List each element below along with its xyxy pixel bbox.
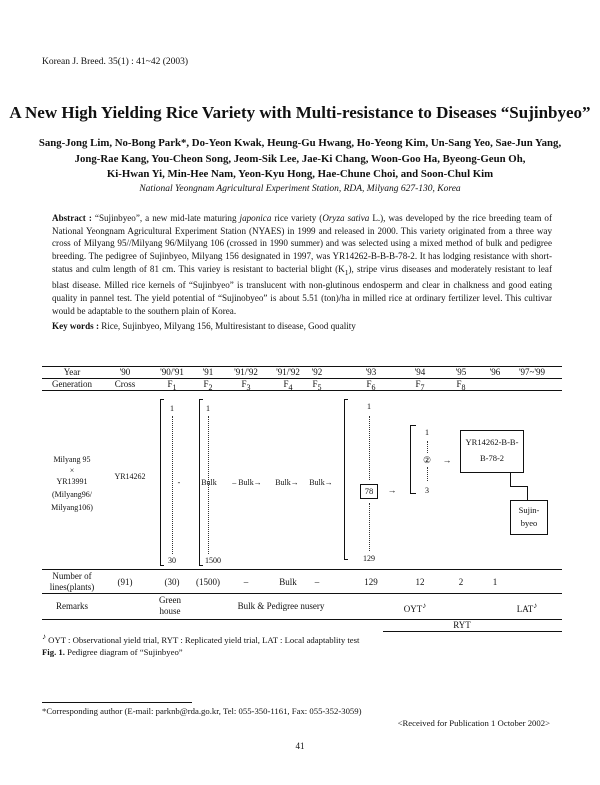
page-number: 41 <box>295 741 305 751</box>
caption-label: Fig. 1. <box>42 647 65 657</box>
year-1990: '90 <box>119 367 131 377</box>
remarks-lat <box>510 601 544 614</box>
f6-selected-line-78: 78 <box>360 484 378 499</box>
gen-f2-sub: 2 <box>208 382 213 392</box>
generation-f3 <box>226 379 266 392</box>
f1-bracket-top <box>160 399 164 400</box>
gen-f6-letter: F <box>366 379 372 389</box>
footnote-marker: ♪ <box>42 632 46 641</box>
generation-label: Generation <box>52 379 92 389</box>
f1-bracket <box>160 399 161 565</box>
remarks-oyt <box>398 601 432 614</box>
remarks-greenhouse-2: house <box>159 606 181 616</box>
table-rule-ryt <box>383 631 562 632</box>
gen-f3-letter: F <box>241 379 247 389</box>
variety-name-part2: byeo <box>520 518 538 528</box>
generation-f1 <box>154 379 190 392</box>
generation-f7 <box>405 379 435 392</box>
year-1991-92-a: '91/'92 <box>234 367 258 377</box>
lines-f6: 129 <box>364 577 378 587</box>
gen-f8-sub: 8 <box>461 382 466 392</box>
affiliation: National Yeongnam Agricultural Experiment Station, RDA, Milyang 627-130, Korea <box>139 184 461 194</box>
connector-vertical-2 <box>527 486 528 500</box>
lines-label-1: Number of <box>52 571 92 581</box>
year-label: Year <box>63 367 81 377</box>
gen-f7-sub: 7 <box>420 382 425 392</box>
abstract-italic-1: japonica <box>239 213 272 223</box>
remarks-label: Remarks <box>56 601 88 611</box>
abstract-subscript: 1 <box>344 267 349 277</box>
year-1993: '93 <box>365 367 377 377</box>
generation-f6 <box>356 379 386 392</box>
lines-1996: 1 <box>492 577 498 587</box>
variety-name-part1: Sujin- <box>518 505 540 515</box>
f7-first: 1 <box>425 428 429 437</box>
variety-box <box>510 500 548 535</box>
abstract-text-4: ), stripe virus diseases and moderately resistant to leaf blast disease. Milled rice kernels of “Sujinbyeo” is translucent with non-glutinous endosperm and clear in chalkness and good eating quality in pannel test. The yield potential of “Sujinobyeo” is about 5.51 (ton)/ha in milled rice at ordinary fertilizer level. This cultivar would be adaptable to the southern plain of Korea. <box>52 263 552 316</box>
caption-text: Pedigree diagram of “Sujinbyeo” <box>64 647 183 657</box>
f1-bracket-bottom <box>160 565 164 566</box>
authors-line-1: Sang-Jong Lim, No-Bong Park*, Do-Yeon Kwak, Heung-Gu Hwang, Ho-Yeong Kim, Un-Sang Yeo, Sae-Jun Yang, <box>38 137 562 149</box>
footnote-text: OYT : Observational yield trial, RYT : Replicated yield trial, LAT : Local adaptablity test <box>46 634 360 645</box>
arrow-f7-to-f8: → <box>442 455 452 465</box>
year-1991: '91 <box>202 367 214 377</box>
gen-f4-sub: 4 <box>288 382 293 392</box>
lines-label-2: lines(plants) <box>49 582 95 592</box>
authors-line-2: Jong-Rae Kang, You-Cheon Song, Jeom-Sik Lee, Jae-Ki Chang, Woon-Goo Ha, Byeong-Geun Oh, <box>74 152 526 165</box>
year-1990-91: '90/'91 <box>160 367 184 377</box>
f7-dotted-lower <box>427 467 428 481</box>
gen-f2-letter: F <box>203 379 209 389</box>
f2-bracket-top <box>199 399 203 400</box>
lines-f5: – <box>314 577 320 587</box>
year-1996: '96 <box>489 367 501 377</box>
remarks-greenhouse-1: Green <box>159 595 181 605</box>
author-list <box>30 136 570 183</box>
parent-milyang95: Milyang 95 <box>53 455 91 464</box>
f7-selected-2: ② <box>422 455 432 465</box>
f6-bracket <box>344 399 345 559</box>
gen-f1-letter: F <box>167 379 173 389</box>
lines-label <box>42 571 102 593</box>
connector-vertical-1 <box>510 472 511 486</box>
abstract <box>52 212 552 317</box>
year-1997-99: '97~'99 <box>518 367 546 377</box>
year-1995: '95 <box>455 367 467 377</box>
remarks-lat-marker: ♪ <box>533 601 538 610</box>
remarks-greenhouse <box>150 595 190 617</box>
lines-f1: (30) <box>164 577 180 587</box>
f7-dotted-upper <box>427 441 428 453</box>
f7-bracket-bottom <box>410 493 416 494</box>
f1-dotted-line <box>172 416 173 554</box>
gen-f4-letter: F <box>283 379 289 389</box>
parent-yr13991: YR13991 <box>56 477 88 486</box>
gen-f5-letter: F <box>312 379 318 389</box>
gen-f6-sub: 6 <box>371 382 376 392</box>
corresponding-author: *Corresponding author (E-mail: parknb@rda.go.kr, Tel: 055-350-1161, Fax: 055-352-3059) <box>42 706 362 716</box>
abstract-text-3: L.), was developed by the rice breeding team of National Yeongnam Agricultural Experiment Station (NYAES) in 1999 and released in 2000. This variety originated from a three way cross of Milyang 95//Milyang 96/Milyang 106 (crossed in 1990 summer) and was selected using a mixed method of bulk and pedigree breeding. The pedigree of Sujinbyeo, Milyang 156 designated in 1997, was YR14262-B-B-B-78-2. It has lodging resistance with short-status and culm length of 81 cm. This variey is resistant to bacterial blight (K <box>52 213 552 274</box>
arrow-f6-to-f7: → <box>387 485 397 495</box>
lines-f4: Bulk <box>279 577 297 587</box>
table-rule-lines <box>42 593 562 594</box>
gen-f5-sub: 5 <box>317 382 322 392</box>
lines-f7: 12 <box>415 577 425 587</box>
keywords-label: Key words : <box>52 321 99 331</box>
gen-f7-letter: F <box>415 379 421 389</box>
lines-f2: (1500) <box>196 577 220 587</box>
bulk-arrow-f5: Bulk→ <box>309 478 333 487</box>
f2-bracket-bottom <box>199 565 203 566</box>
f1-first: 1 <box>170 404 174 413</box>
remarks-oyt-marker: ♪ <box>422 601 427 610</box>
lines-cross: (91) <box>117 577 133 587</box>
authors-line-3: Ki-Hwan Yi, Min-Hee Nam, Yeon-Kyu Hong, Hae-Chune Choi, and Soon-Chul Kim <box>106 168 494 181</box>
f6-dotted-lower <box>369 503 370 551</box>
bulk-arrow-f3: – Bulk→ <box>232 478 262 487</box>
lines-f8: 2 <box>458 577 464 587</box>
figure-caption <box>42 647 183 657</box>
remarks-ryt: RYT <box>453 620 471 630</box>
abstract-label: Abstract : <box>52 213 92 223</box>
generation-cross: Cross <box>114 379 136 389</box>
parent-milyang96: (Milyang96/ <box>52 490 92 499</box>
remarks-bulk-pedigree: Bulk & Pedigree nusery <box>237 601 325 611</box>
f6-dotted-upper <box>369 416 370 480</box>
lines-f3: – <box>243 577 249 587</box>
journal-citation: Korean J. Breed. 35(1) : 41~42 (2003) <box>42 57 189 67</box>
f1-mid: - <box>177 478 181 487</box>
abstract-text-2: rice variety ( <box>271 213 323 223</box>
parent-cross-symbol: × <box>69 466 75 475</box>
f6-first: 1 <box>367 402 371 411</box>
table-rule-body <box>42 569 562 570</box>
f2-first: 1 <box>206 404 210 413</box>
f6-bracket-bottom <box>344 559 348 560</box>
f6-bracket-top <box>344 399 348 400</box>
line-name-part2: B-78-2 <box>479 453 505 463</box>
generation-f8 <box>446 379 476 392</box>
gen-f8-letter: F <box>456 379 462 389</box>
generation-f5 <box>302 379 332 392</box>
line-name-part1: YR14262-B-B- <box>465 437 519 447</box>
f7-bracket-top <box>410 425 416 426</box>
abstract-text-1: “Sujinbyeo”, a new mid-late maturing <box>91 213 240 223</box>
year-1991-92-b: '91/'92 <box>276 367 300 377</box>
keywords-text: Rice, Sujinbyeo, Milyang 156, Multiresistant to disease, Good quality <box>98 321 356 331</box>
f2-bulk: Bulk <box>201 478 217 487</box>
f2-last: 1500 <box>205 556 221 565</box>
f7-last: 3 <box>425 486 429 495</box>
table-rule-remarks <box>42 619 562 620</box>
generation-f2 <box>193 379 223 392</box>
line-name-box <box>460 430 524 473</box>
connector-horizontal <box>510 486 527 487</box>
parent-milyang106: Milyang106) <box>51 503 93 512</box>
abstract-italic-2: Oryza sativa <box>322 213 370 223</box>
cross-id: YR14262 <box>114 472 146 481</box>
year-1994: '94 <box>414 367 426 377</box>
year-1992: '92 <box>311 367 323 377</box>
remarks-lat-text: LAT <box>516 604 534 614</box>
f7-bracket <box>410 425 411 493</box>
gen-f3-sub: 3 <box>246 382 251 392</box>
received-date: <Received for Publication 1 October 2002> <box>397 718 550 728</box>
f1-last: 30 <box>168 556 176 565</box>
keywords <box>52 321 552 331</box>
footnote-divider <box>42 702 192 703</box>
f6-last: 129 <box>363 554 375 563</box>
figure-footnote <box>42 632 359 645</box>
bulk-arrow-f4: Bulk→ <box>275 478 299 487</box>
remarks-oyt-text: OYT <box>403 604 423 614</box>
paper-title: A New High Yielding Rice Variety with Multi-resistance to Diseases “Sujinbyeo” <box>9 103 591 122</box>
gen-f1-sub: 1 <box>172 382 177 392</box>
